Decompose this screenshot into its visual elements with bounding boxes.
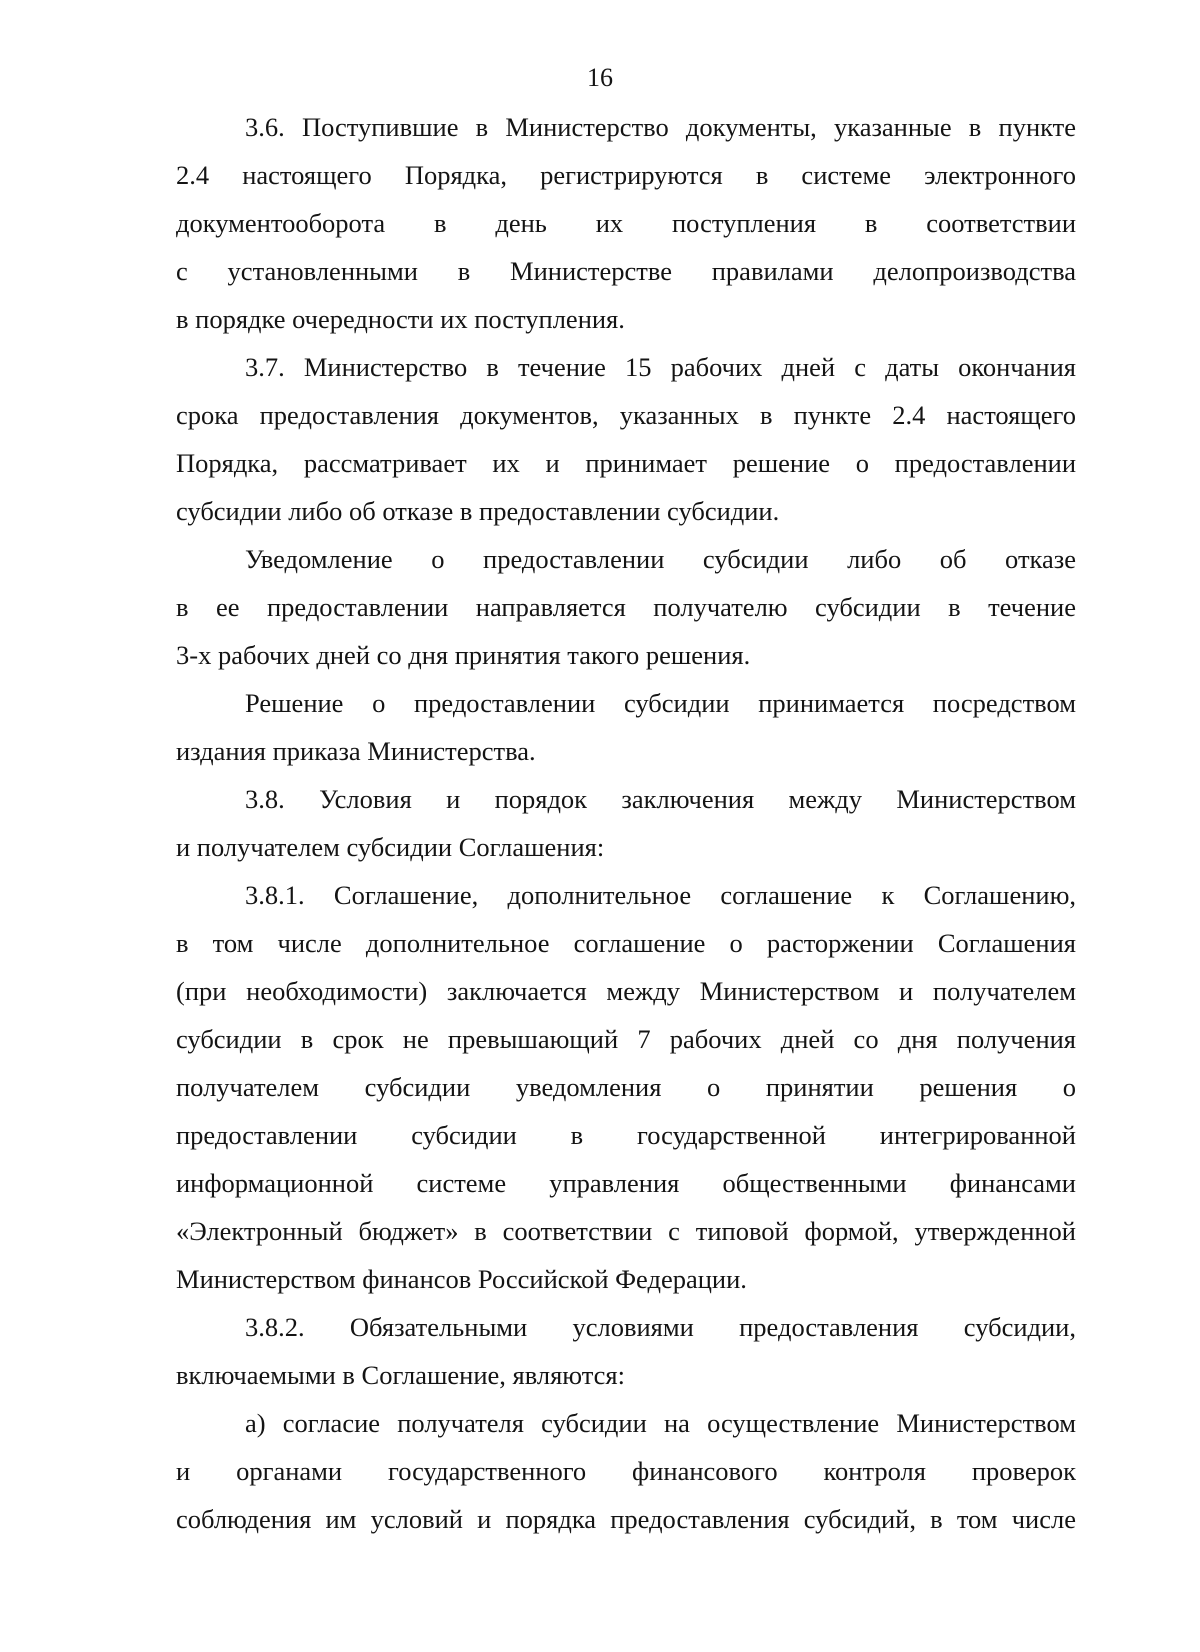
text-line: 3-х рабочих дней со дня принятия такого решения. (176, 640, 751, 670)
text-line: получателем субсидии уведомления о принятии решения о (176, 1072, 1076, 1102)
paragraph (176, 343, 1076, 535)
text-line: в порядке очередности их поступления. (176, 304, 625, 334)
text-line: предоставлении субсидии в государственной интегрированной (176, 1120, 1076, 1150)
text-line: 2.4 настоящего Порядка, регистрируются в системе электронного (176, 160, 1076, 190)
text-line: Уведомление о предоставлении субсидии либо об отказе (245, 544, 1076, 574)
paragraph (176, 535, 1076, 679)
text-line: субсидии либо об отказе в предоставлении субсидии. (176, 496, 780, 526)
paragraph (176, 775, 1076, 871)
paragraph (176, 679, 1076, 775)
text-line: включаемыми в Соглашение, являются: (176, 1360, 625, 1390)
text-line: а) согласие получателя субсидии на осуществление Министерством (245, 1408, 1076, 1438)
text-line: Решение о предоставлении субсидии принимается посредством (245, 688, 1076, 718)
text-line: соблюдения им условий и порядка предоставления субсидий, в том числе (176, 1504, 1076, 1534)
text-line: документооборота в день их поступления в соответствии (176, 208, 1076, 238)
text-line: в том числе дополнительное соглашение о расторжении Соглашения (176, 928, 1076, 958)
text-line: и органами государственного финансового контроля проверок (176, 1456, 1076, 1486)
text-line: 3.8. Условия и порядок заключения между Министерством (245, 784, 1076, 814)
text-line: 3.6. Поступившие в Министерство документы, указанные в пункте (245, 112, 1076, 142)
text-line: Министерством финансов Российской Федерации. (176, 1264, 747, 1294)
page-number: 16 (587, 63, 613, 92)
text-line: «Электронный бюджет» в соответствии с типовой формой, утвержденной (176, 1216, 1076, 1246)
text-line: 3.7. Министерство в течение 15 рабочих дней с даты окончания (245, 352, 1076, 382)
text-line: с установленными в Министерстве правилами делопроизводства (176, 256, 1076, 286)
text-line: Порядка, рассматривает их и принимает решение о предоставлении (176, 448, 1076, 478)
text-line: субсидии в срок не превышающий 7 рабочих дней со дня получения (176, 1024, 1076, 1054)
text-line: и получателем субсидии Соглашения: (176, 832, 605, 862)
paragraph (176, 871, 1076, 1303)
paragraph (176, 103, 1076, 343)
text-line: издания приказа Министерства. (176, 736, 536, 766)
text-line: (при необходимости) заключается между Министерством и получателем (176, 976, 1076, 1006)
text-line: информационной системе управления общественными финансами (176, 1168, 1076, 1198)
text-line: в ее предоставлении направляется получателю субсидии в течение (176, 592, 1076, 622)
paragraph (176, 1399, 1076, 1543)
paragraph (176, 1303, 1076, 1399)
text-line: 3.8.1. Соглашение, дополнительное соглашение к Соглашению, (245, 880, 1076, 910)
text-line: срока предоставления документов, указанных в пункте 2.4 настоящего (176, 400, 1076, 430)
text-line: 3.8.2. Обязательными условиями предоставления субсидии, (245, 1312, 1076, 1342)
document-body (176, 103, 1076, 1543)
